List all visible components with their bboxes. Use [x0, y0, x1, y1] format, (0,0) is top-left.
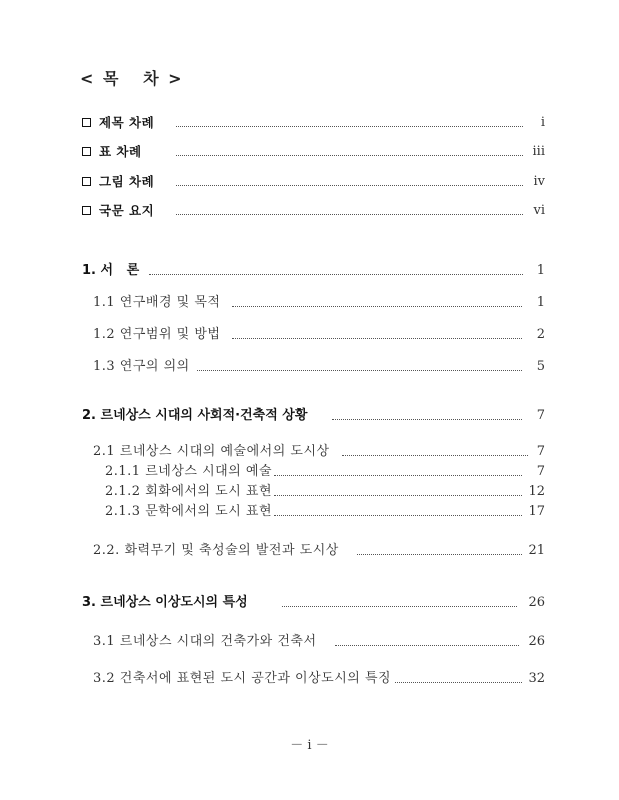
toc-entry-front-2[interactable] — [0, 142, 619, 162]
page-number: － i － — [290, 738, 329, 753]
section-page: 21 — [528, 543, 545, 558]
dot-leader — [176, 213, 523, 215]
entry-page: iv — [533, 174, 545, 189]
section-label: 1.1 연구배경 및 목적 — [93, 295, 221, 310]
toc-chapter-1[interactable] — [0, 261, 619, 281]
dot-leader — [395, 681, 522, 683]
checkbox-icon — [82, 177, 91, 186]
section-page: 32 — [528, 671, 545, 686]
dot-leader — [357, 553, 522, 555]
dot-leader — [176, 154, 523, 156]
section-page: 5 — [536, 359, 545, 374]
subsection-label: 2.1.3 문학에서의 도시 표현 — [105, 504, 272, 519]
chapter-page: 1 — [536, 263, 545, 278]
dot-leader — [282, 605, 517, 607]
entry-page: i — [540, 115, 545, 130]
toc-section-1-3[interactable] — [0, 357, 619, 377]
section-label: 1.3 연구의 의의 — [93, 359, 190, 374]
toc-chapter-3[interactable] — [0, 593, 619, 613]
section-label: 1.2 연구범위 및 방법 — [93, 327, 221, 342]
dot-leader — [342, 454, 528, 456]
subsection-page: 7 — [536, 464, 545, 479]
toc-entry-front-3[interactable] — [0, 172, 619, 192]
section-page: 26 — [528, 634, 545, 649]
chapter-label: 2. 르네상스 시대의 사회적·건축적 상황 — [82, 408, 308, 423]
subsection-label: 2.1.1 르네상스 시대의 예술 — [105, 464, 272, 479]
chapter-label: 1. 서 론 — [82, 263, 140, 278]
dot-leader — [197, 369, 522, 371]
toc-section-2-2[interactable] — [0, 541, 619, 561]
chapter-page: 7 — [536, 408, 545, 423]
entry-page: vi — [533, 203, 545, 218]
dot-leader — [149, 273, 523, 275]
toc-section-1-2[interactable] — [0, 325, 619, 345]
checkbox-icon — [82, 206, 91, 215]
entry-page: iii — [532, 144, 545, 159]
section-page: 2 — [536, 327, 545, 342]
dot-leader — [274, 494, 522, 496]
subsection-page: 17 — [528, 504, 545, 519]
section-label: 2.2. 화력무기 및 축성술의 발전과 도시상 — [93, 543, 339, 558]
toc-subsection-2-1-1[interactable] — [0, 462, 619, 482]
toc-chapter-2[interactable] — [0, 406, 619, 426]
subsection-page: 12 — [528, 484, 545, 499]
entry-label: 그림 차례 — [99, 174, 155, 189]
toc-subsection-2-1-3[interactable] — [0, 502, 619, 522]
toc-section-2-1[interactable] — [0, 442, 619, 462]
dot-leader — [232, 337, 522, 339]
toc-entry-front-4[interactable] — [0, 201, 619, 221]
subsection-label: 2.1.2 회화에서의 도시 표현 — [105, 484, 272, 499]
dot-leader — [232, 305, 522, 307]
toc-subsection-2-1-2[interactable] — [0, 482, 619, 502]
section-label: 3.1 르네상스 시대의 건축가와 건축서 — [93, 634, 317, 649]
entry-label: 표 차례 — [99, 144, 142, 159]
checkbox-icon — [82, 147, 91, 156]
toc-section-3-1[interactable] — [0, 632, 619, 652]
dot-leader — [176, 125, 523, 127]
chapter-label: 3. 르네상스 이상도시의 특성 — [82, 595, 248, 610]
entry-label: 제목 차례 — [99, 115, 155, 130]
dot-leader — [176, 184, 523, 186]
chapter-page: 26 — [528, 595, 545, 610]
dot-leader — [274, 514, 522, 516]
entry-label: 국문 요지 — [99, 203, 155, 218]
dot-leader — [332, 418, 522, 420]
section-label: 3.2 건축서에 표현된 도시 공간과 이상도시의 특징 — [93, 671, 392, 686]
dot-leader — [335, 644, 519, 646]
toc-section-1-1[interactable] — [0, 293, 619, 313]
toc-title: < 목 차 > — [80, 69, 184, 88]
section-label: 2.1 르네상스 시대의 예술에서의 도시상 — [93, 444, 330, 459]
toc-section-3-2[interactable] — [0, 669, 619, 689]
section-page: 1 — [536, 295, 545, 310]
section-page: 7 — [536, 444, 545, 459]
checkbox-icon — [82, 118, 91, 127]
toc-entry-front-1[interactable] — [0, 113, 619, 133]
dot-leader — [274, 474, 522, 476]
